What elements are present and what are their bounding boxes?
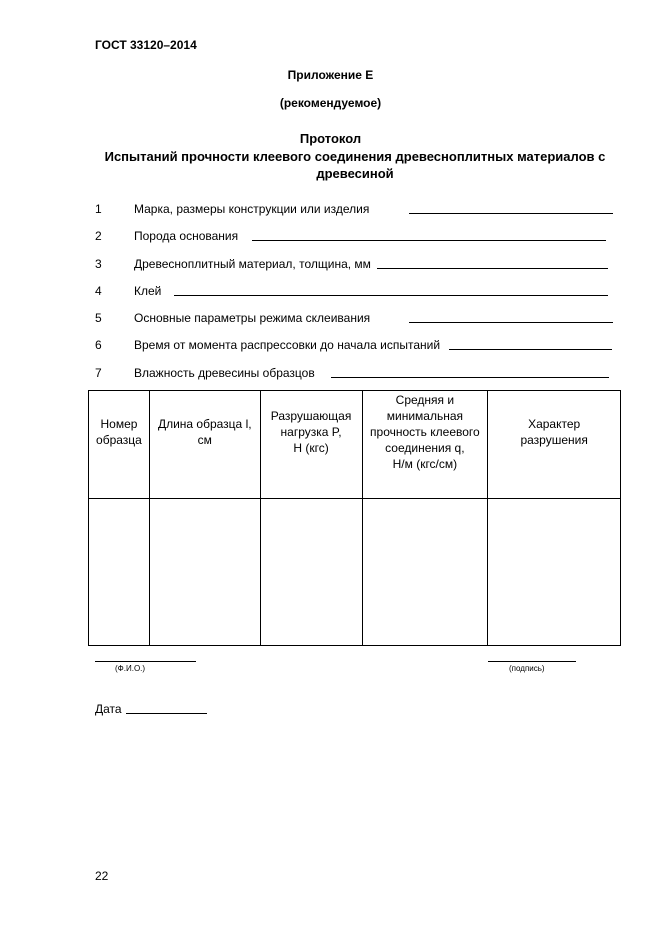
item-fill-line[interactable] (409, 322, 613, 323)
table-cell[interactable] (488, 499, 621, 646)
item-fill-line[interactable] (377, 268, 608, 269)
item-fill-line[interactable] (252, 240, 606, 241)
item-label: Древесноплитный материал, толщина, мм (134, 257, 371, 271)
table-cell[interactable] (260, 499, 362, 646)
item-number: 4 (95, 284, 102, 298)
signature-caption: (подпись) (509, 664, 545, 673)
header-breaking-load: Разрушающая нагрузка P, Н (кгс) (260, 391, 362, 499)
results-table (88, 390, 621, 646)
item-number: 7 (95, 366, 102, 380)
table-cell[interactable] (362, 499, 488, 646)
item-number: 2 (95, 229, 102, 243)
appendix-title: Приложение Е (287, 68, 374, 82)
table-cell[interactable] (89, 499, 150, 646)
header-bond-strength: Средняя и минимальная прочность клеевого соединения q, Н/м (кгс/см) (362, 391, 488, 499)
table-header-row (89, 391, 621, 499)
fio-line[interactable] (95, 661, 196, 662)
item-label: Марка, размеры конструкции или изделия (134, 202, 370, 216)
item-label: Основные параметры режима склеивания (134, 311, 371, 325)
item-number: 5 (95, 311, 102, 325)
document-header: ГОСТ 33120–2014 (95, 38, 197, 52)
date-line[interactable] (126, 713, 207, 714)
item-label: Влажность древесины образцов (134, 366, 315, 380)
appendix-status: (рекомендуемое) (279, 96, 382, 110)
item-label: Порода основания (134, 229, 239, 243)
item-number: 1 (95, 202, 102, 216)
header-specimen-length: Длина образца l, см (149, 391, 260, 499)
signature-line[interactable] (488, 661, 576, 662)
item-number: 3 (95, 257, 102, 271)
page-number: 22 (95, 869, 109, 883)
header-failure-type: Характер разрушения (488, 391, 621, 499)
header-specimen-number: Номер образца (89, 391, 150, 499)
table-cell[interactable] (149, 499, 260, 646)
item-fill-line[interactable] (174, 295, 608, 296)
date-label: Дата (95, 702, 122, 716)
fio-caption: (Ф.И.О.) (115, 664, 146, 673)
item-label: Время от момента распрессовки до начала испытаний (134, 338, 441, 352)
table-row (89, 499, 621, 646)
item-fill-line[interactable] (331, 377, 609, 378)
protocol-subtitle: Испытаний прочности клеевого соединения древесноплитных материалов с древесиной (104, 149, 606, 181)
item-fill-line[interactable] (409, 213, 613, 214)
item-number: 6 (95, 338, 102, 352)
item-label: Клей (134, 284, 162, 298)
protocol-title: Протокол (299, 131, 362, 146)
item-fill-line[interactable] (449, 349, 612, 350)
